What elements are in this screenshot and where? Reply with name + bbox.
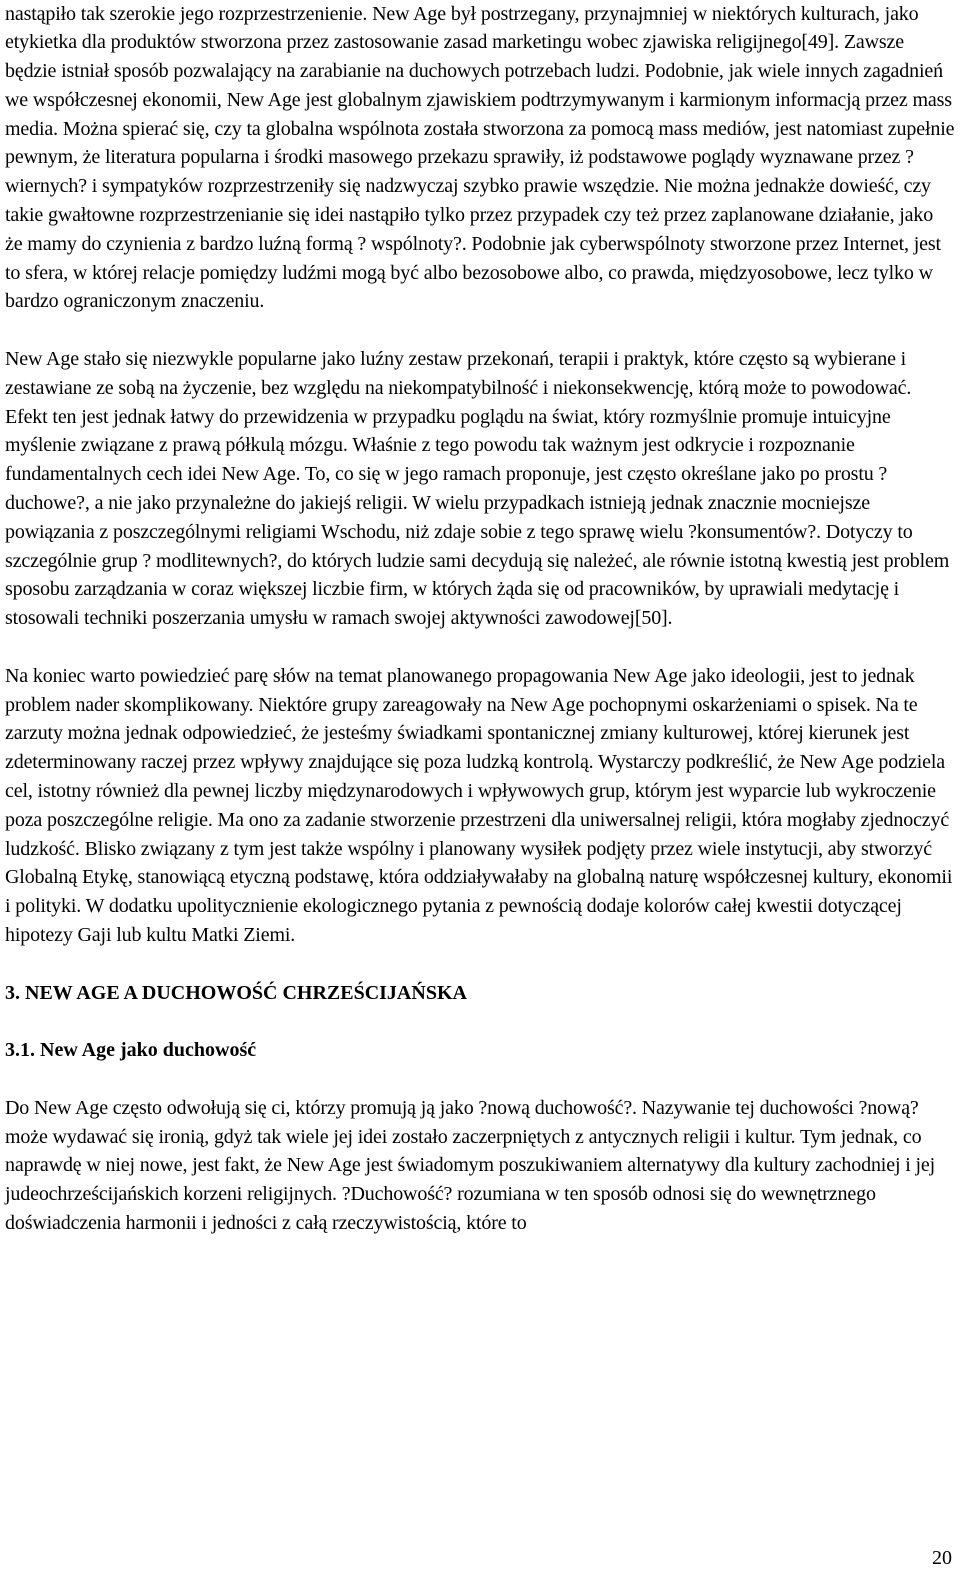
document-page bbox=[5, 0, 955, 1238]
paragraph-gap bbox=[5, 633, 955, 662]
paragraph-gap bbox=[5, 1007, 955, 1036]
paragraph-1: nastąpiło tak szerokie jego rozprzestrzenienie. New Age był postrzegany, przynajmniej w niektórych kulturach, jako etykietka dla produktów stworzona przez zastosowanie zasad marketingu wobec zjawiska religijnego[49]. Zawsze będzie istniał sposób pozwalający na zarabianie na duchowych potrzebach ludzi. Podobnie, jak wiele innych zagadnień we współczesnej ekonomii, New Age jest globalnym zjawiskiem podtrzymywanym i karmionym informacją przez mass media. Można spierać się, czy ta globalna wspólnota została stworzona za pomocą mass mediów, jest natomiast zupełnie pewnym, że literatura popularna i środki masowego przekazu sprawiły, iż podstawowe poglądy wyznawane przez ?wiernych? i sympatyków rozprzestrzeniły się nadzwyczaj szybko prawie wszędzie. Nie można jednakże dowieść, czy takie gwałtowne rozprzestrzenianie się idei nastąpiło tylko przez przypadek czy też przez zaplanowane działanie, jako że mamy do czynienia z bardzo luźną formą ? wspólnoty?. Podobnie jak cyberwspólnoty stworzone przez Internet, jest to sfera, w której relacje pomiędzy ludźmi mogą być albo bezosobowe albo, co prawda, międzyosobowe, lecz tylko w bardzo ograniczonym znaczeniu. bbox=[5, 2, 955, 313]
paragraph-2: New Age stało się niezwykle popularne jako luźny zestaw przekonań, terapii i praktyk, które często są wybierane i zestawiane ze sobą na życzenie, bez względu na niekompatybilność i niekonsekwencję, którą może to powodować. Efekt ten jest jednak łatwy do przewidzenia w przypadku poglądu na świat, który rozmyślnie promuje intuicyjne myślenie związane z prawą półkulą mózgu. Właśnie z tego powodu tak ważnym jest odkrycie i rozpoznanie fundamentalnych cech idei New Age. To, co się w jego ramach proponuje, jest często określane jako po prostu ?duchowe?, a nie jako przynależne do jakiejś religii. W wielu przypadkach istnieją jednak znacznie mocniejsze powiązania z poszczególnymi religiami Wschodu, niż zdaje sobie z tego sprawę wielu ?konsumentów?. Dotyczy to szczególnie grup ? modlitewnych?, do których ludzie sami decydują się należeć, ale równie istotną kwestią jest problem sposobu zarządzania w coraz większej liczbie firm, w których żąda się od pracowników, by uprawiali medytację i stosowali techniki poszerzania umysłu w ramach swojej aktywności zawodowej[50]. bbox=[5, 348, 950, 630]
paragraph-gap bbox=[5, 316, 955, 345]
section-heading: 3. NEW AGE A DUCHOWOŚĆ CHRZEŚCIJAŃSKA bbox=[5, 981, 467, 1004]
subsection-heading: 3.1. New Age jako duchowość bbox=[5, 1039, 257, 1062]
paragraph-3: Na koniec warto powiedzieć parę słów na temat planowanego propagowania New Age jako ideologii, jest to jednak problem nader skomplikowany. Niektóre grupy zareagowały na New Age pochopnymi oskarżeniami o spisek. Na te zarzuty można jednak odpowiedzieć, że jesteśmy świadkami spontanicznej zmiany kulturowej, której kierunek jest zdeterminowany raczej przez wpływy znajdujące się poza ludzką kontrolą. Wystarczy podkreślić, że New Age podziela cel, istotny również dla pewnej liczby międzynarodowych i wpływowych grup, którym jest wyparcie lub wykroczenie poza poszczególne religie. Ma ono za zadanie stworzenie przestrzeni dla uniwersalnej religii, która mogłaby zjednoczyć ludzkość. Blisko związany z tym jest także wspólny i planowany wysiłek podjęty przez wiele instytucji, aby stworzyć Globalną Etykę, stanowiącą etyczną podstawę, która oddziaływałaby na globalną naturę współczesnej kultury, ekonomii i polityki. W dodatku upolitycznienie ekologicznego pytania z pewnością dodaje kolorów całej kwestii dotyczącej hipotezy Gaji lub kultu Matki Ziemi. bbox=[5, 664, 953, 946]
page-number: 20 bbox=[932, 1547, 952, 1569]
paragraph-4: Do New Age często odwołują się ci, którzy promują ją jako ?nową duchowość?. Nazywanie tej duchowości ?nową? może wydawać się ironią, gdyż tak wiele jej idei zostało zaczerpniętych z antycznych religii i kultur. Tym jednak, co naprawdę w niej nowe, jest fakt, że New Age jest świadomym poszukiwaniem alternatywy dla kultury zachodniej i jej judeochrześcijańskich korzeni religijnych. ?Duchowość? rozumiana w ten sposób odnosi się do wewnętrznego doświadczenia harmonii i jedności z całą rzeczywistością, które to bbox=[5, 1096, 935, 1234]
paragraph-gap bbox=[5, 950, 955, 979]
paragraph-gap bbox=[5, 1065, 955, 1094]
